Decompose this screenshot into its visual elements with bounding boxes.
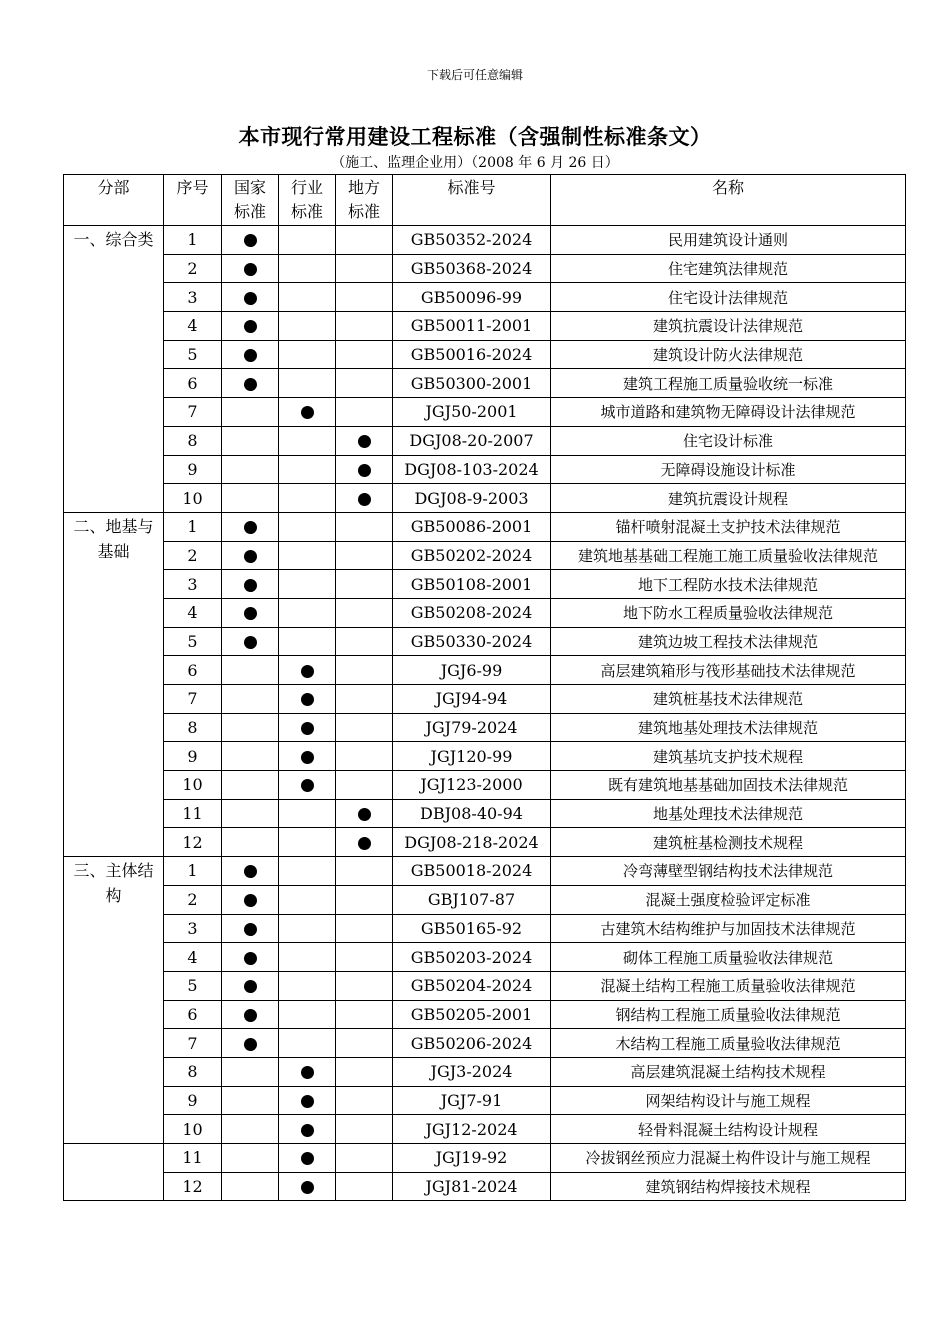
standard-name-cell: 轻骨料混凝土结构设计规程 <box>551 1115 906 1144</box>
industry-standard-cell <box>279 799 336 828</box>
table-row <box>64 484 906 513</box>
table-row <box>64 771 906 800</box>
standard-code-cell: JGJ19-92 <box>393 1144 551 1173</box>
standard-code-cell: JGJ120-99 <box>393 742 551 771</box>
national-standard-cell <box>222 570 279 599</box>
national-standard-cell <box>222 598 279 627</box>
table-row <box>64 656 906 685</box>
industry-standard-cell <box>279 914 336 943</box>
standard-code-cell: JGJ79-2024 <box>393 713 551 742</box>
seq-cell: 5 <box>164 340 222 369</box>
seq-cell: 2 <box>164 541 222 570</box>
local-standard-cell <box>336 885 393 914</box>
table-row <box>64 598 906 627</box>
filled-circle-icon <box>358 837 371 850</box>
industry-standard-cell <box>279 1144 336 1173</box>
table-row <box>64 312 906 341</box>
table-row <box>64 1172 906 1201</box>
standard-code-cell: GB50330-2024 <box>393 627 551 656</box>
standard-code-cell: JGJ81-2024 <box>393 1172 551 1201</box>
industry-standard-cell <box>279 541 336 570</box>
local-standard-cell <box>336 340 393 369</box>
filled-circle-icon <box>358 464 371 477</box>
filled-circle-icon <box>244 320 257 333</box>
standard-name-cell: 城市道路和建筑物无障碍设计法律规范 <box>551 398 906 427</box>
filled-circle-icon <box>301 1152 314 1165</box>
standard-name-cell: 建筑基坑支护技术规程 <box>551 742 906 771</box>
national-standard-cell <box>222 857 279 886</box>
industry-standard-cell <box>279 1086 336 1115</box>
category-cell: 一、综合类 <box>64 226 164 513</box>
standard-code-cell: DGJ08-218-2024 <box>393 828 551 857</box>
standard-name-cell: 建筑钢结构焊接技术规程 <box>551 1172 906 1201</box>
local-standard-cell <box>336 857 393 886</box>
standard-name-cell: 住宅建筑法律规范 <box>551 254 906 283</box>
national-standard-cell <box>222 512 279 541</box>
standard-name-cell: 混凝土结构工程施工质量验收法律规范 <box>551 971 906 1000</box>
industry-standard-cell <box>279 685 336 714</box>
col-header-name: 名称 <box>551 175 906 226</box>
industry-standard-cell <box>279 656 336 685</box>
page-header-note: 下载后可任意编辑 <box>426 68 523 82</box>
standard-code-cell: GB50096-99 <box>393 283 551 312</box>
seq-cell: 1 <box>164 226 222 255</box>
industry-standard-cell <box>279 512 336 541</box>
industry-standard-cell <box>279 455 336 484</box>
table-row <box>64 1086 906 1115</box>
standard-name-cell: 高层建筑混凝土结构技术规程 <box>551 1057 906 1086</box>
filled-circle-icon <box>301 665 314 678</box>
filled-circle-icon <box>244 894 257 907</box>
filled-circle-icon <box>244 234 257 247</box>
standard-code-cell: GB50016-2024 <box>393 340 551 369</box>
national-standard-cell <box>222 226 279 255</box>
industry-standard-cell <box>279 885 336 914</box>
local-standard-cell <box>336 1000 393 1029</box>
national-standard-cell <box>222 1000 279 1029</box>
local-standard-cell <box>336 484 393 513</box>
filled-circle-icon <box>301 722 314 735</box>
standard-code-cell: GB50208-2024 <box>393 598 551 627</box>
local-standard-cell <box>336 226 393 255</box>
table-row <box>64 254 906 283</box>
table-row <box>64 426 906 455</box>
seq-cell: 12 <box>164 828 222 857</box>
standard-name-cell: 既有建筑地基基础加固技术法律规范 <box>551 771 906 800</box>
standard-name-cell: 混凝土强度检验评定标准 <box>551 885 906 914</box>
seq-cell: 11 <box>164 799 222 828</box>
standard-code-cell: GB50205-2001 <box>393 1000 551 1029</box>
local-standard-cell <box>336 771 393 800</box>
standard-code-cell: GB50018-2024 <box>393 857 551 886</box>
standard-name-cell: 高层建筑箱形与筏形基础技术法律规范 <box>551 656 906 685</box>
standard-code-cell: GB50011-2001 <box>393 312 551 341</box>
national-standard-cell <box>222 484 279 513</box>
local-standard-cell <box>336 570 393 599</box>
filled-circle-icon <box>301 1095 314 1108</box>
national-standard-cell <box>222 254 279 283</box>
standard-code-cell: GB50108-2001 <box>393 570 551 599</box>
standard-code-cell: GBJ107-87 <box>393 885 551 914</box>
seq-cell: 4 <box>164 943 222 972</box>
table-row <box>64 799 906 828</box>
standard-code-cell: GB50352-2024 <box>393 226 551 255</box>
industry-standard-cell <box>279 1172 336 1201</box>
document-subtitle: （施工、监理企业用）（2008 年 6 月 26 日） <box>331 155 619 171</box>
national-standard-cell <box>222 455 279 484</box>
table-row <box>64 1057 906 1086</box>
seq-cell: 11 <box>164 1144 222 1173</box>
local-standard-cell <box>336 312 393 341</box>
industry-standard-cell <box>279 713 336 742</box>
local-standard-cell <box>336 512 393 541</box>
local-standard-cell <box>336 283 393 312</box>
seq-cell: 9 <box>164 742 222 771</box>
standard-name-cell: 地基处理技术法律规范 <box>551 799 906 828</box>
table-row <box>64 398 906 427</box>
local-standard-cell <box>336 455 393 484</box>
col-header-national: 国家 标准 <box>222 175 279 226</box>
table-row <box>64 914 906 943</box>
seq-cell: 5 <box>164 627 222 656</box>
local-standard-cell <box>336 828 393 857</box>
category-cell <box>64 1144 164 1201</box>
table-row <box>64 713 906 742</box>
seq-cell: 7 <box>164 685 222 714</box>
standard-code-cell: DGJ08-103-2024 <box>393 455 551 484</box>
national-standard-cell <box>222 541 279 570</box>
local-standard-cell <box>336 627 393 656</box>
document-title: 本市现行常用建设工程标准（含强制性标准条文） <box>238 124 712 149</box>
filled-circle-icon <box>301 1124 314 1137</box>
table-row <box>64 885 906 914</box>
standard-code-cell: DBJ08-40-94 <box>393 799 551 828</box>
seq-cell: 2 <box>164 254 222 283</box>
standard-name-cell: 木结构工程施工质量验收法律规范 <box>551 1029 906 1058</box>
local-standard-cell <box>336 369 393 398</box>
filled-circle-icon <box>244 263 257 276</box>
national-standard-cell <box>222 312 279 341</box>
seq-cell: 4 <box>164 312 222 341</box>
col-header-code: 标准号 <box>393 175 551 226</box>
national-standard-cell <box>222 914 279 943</box>
local-standard-cell <box>336 1029 393 1058</box>
national-standard-cell <box>222 943 279 972</box>
seq-cell: 1 <box>164 512 222 541</box>
local-standard-cell <box>336 1172 393 1201</box>
filled-circle-icon <box>301 1066 314 1079</box>
local-standard-cell <box>336 914 393 943</box>
national-standard-cell <box>222 799 279 828</box>
standard-code-cell: GB50300-2001 <box>393 369 551 398</box>
col-header-local: 地方 标准 <box>336 175 393 226</box>
national-standard-cell <box>222 1029 279 1058</box>
standard-code-cell: JGJ7-91 <box>393 1086 551 1115</box>
standard-name-cell: 冷弯薄壁型钢结构技术法律规范 <box>551 857 906 886</box>
table-row <box>64 943 906 972</box>
standard-name-cell: 建筑设计防火法律规范 <box>551 340 906 369</box>
filled-circle-icon <box>244 521 257 534</box>
local-standard-cell <box>336 1086 393 1115</box>
local-standard-cell <box>336 713 393 742</box>
national-standard-cell <box>222 1115 279 1144</box>
filled-circle-icon <box>244 1009 257 1022</box>
filled-circle-icon <box>301 406 314 419</box>
industry-standard-cell <box>279 254 336 283</box>
filled-circle-icon <box>244 378 257 391</box>
seq-cell: 8 <box>164 713 222 742</box>
industry-standard-cell <box>279 340 336 369</box>
seq-cell: 7 <box>164 1029 222 1058</box>
seq-cell: 8 <box>164 426 222 455</box>
filled-circle-icon <box>244 292 257 305</box>
standard-code-cell: DGJ08-20-2007 <box>393 426 551 455</box>
table-row <box>64 283 906 312</box>
standard-code-cell: JGJ94-94 <box>393 685 551 714</box>
col-header-seq: 序号 <box>164 175 222 226</box>
seq-cell: 8 <box>164 1057 222 1086</box>
national-standard-cell <box>222 369 279 398</box>
table-row <box>64 742 906 771</box>
table-row <box>64 226 906 255</box>
seq-cell: 3 <box>164 570 222 599</box>
filled-circle-icon <box>244 579 257 592</box>
table-header-row <box>64 175 906 226</box>
industry-standard-cell <box>279 1057 336 1086</box>
seq-cell: 4 <box>164 598 222 627</box>
national-standard-cell <box>222 1144 279 1173</box>
category-cell: 三、主体结构 <box>64 857 164 1144</box>
standard-code-cell: JGJ50-2001 <box>393 398 551 427</box>
table-row <box>64 857 906 886</box>
local-standard-cell <box>336 1144 393 1173</box>
table-row <box>64 1115 906 1144</box>
seq-cell: 10 <box>164 484 222 513</box>
table-row <box>64 685 906 714</box>
local-standard-cell <box>336 254 393 283</box>
table-row <box>64 1029 906 1058</box>
industry-standard-cell <box>279 742 336 771</box>
standard-code-cell: JGJ12-2024 <box>393 1115 551 1144</box>
standard-code-cell: JGJ3-2024 <box>393 1057 551 1086</box>
local-standard-cell <box>336 971 393 1000</box>
filled-circle-icon <box>244 1038 257 1051</box>
col-header-industry: 行业 标准 <box>279 175 336 226</box>
filled-circle-icon <box>244 952 257 965</box>
industry-standard-cell <box>279 857 336 886</box>
local-standard-cell <box>336 541 393 570</box>
table-row <box>64 512 906 541</box>
industry-standard-cell <box>279 570 336 599</box>
national-standard-cell <box>222 340 279 369</box>
standard-code-cell: JGJ123-2000 <box>393 771 551 800</box>
table-row <box>64 455 906 484</box>
industry-standard-cell <box>279 398 336 427</box>
national-standard-cell <box>222 283 279 312</box>
industry-standard-cell <box>279 943 336 972</box>
standards-table <box>63 174 906 1201</box>
filled-circle-icon <box>244 607 257 620</box>
standard-name-cell: 建筑地基处理技术法律规范 <box>551 713 906 742</box>
local-standard-cell <box>336 1115 393 1144</box>
standard-code-cell: GB50206-2024 <box>393 1029 551 1058</box>
filled-circle-icon <box>358 808 371 821</box>
table-row <box>64 971 906 1000</box>
filled-circle-icon <box>244 980 257 993</box>
local-standard-cell <box>336 685 393 714</box>
seq-cell: 1 <box>164 857 222 886</box>
seq-cell: 9 <box>164 1086 222 1115</box>
filled-circle-icon <box>244 865 257 878</box>
filled-circle-icon <box>244 923 257 936</box>
seq-cell: 12 <box>164 1172 222 1201</box>
seq-cell: 10 <box>164 771 222 800</box>
local-standard-cell <box>336 1057 393 1086</box>
seq-cell: 6 <box>164 369 222 398</box>
national-standard-cell <box>222 656 279 685</box>
seq-cell: 3 <box>164 283 222 312</box>
standard-name-cell: 住宅设计法律规范 <box>551 283 906 312</box>
industry-standard-cell <box>279 226 336 255</box>
standard-name-cell: 建筑桩基技术法律规范 <box>551 685 906 714</box>
national-standard-cell <box>222 713 279 742</box>
filled-circle-icon <box>301 1181 314 1194</box>
standard-code-cell: GB50203-2024 <box>393 943 551 972</box>
col-header-category: 分部 <box>64 175 164 226</box>
standard-name-cell: 冷拔钢丝预应力混凝土构件设计与施工规程 <box>551 1144 906 1173</box>
standard-name-cell: 建筑边坡工程技术法律规范 <box>551 627 906 656</box>
standard-code-cell: GB50086-2001 <box>393 512 551 541</box>
industry-standard-cell <box>279 598 336 627</box>
standard-code-cell: GB50204-2024 <box>393 971 551 1000</box>
national-standard-cell <box>222 771 279 800</box>
industry-standard-cell <box>279 1029 336 1058</box>
table-row <box>64 541 906 570</box>
local-standard-cell <box>336 398 393 427</box>
national-standard-cell <box>222 971 279 1000</box>
national-standard-cell <box>222 627 279 656</box>
table-row <box>64 1000 906 1029</box>
seq-cell: 10 <box>164 1115 222 1144</box>
industry-standard-cell <box>279 484 336 513</box>
filled-circle-icon <box>244 636 257 649</box>
table-row <box>64 828 906 857</box>
industry-standard-cell <box>279 369 336 398</box>
standard-name-cell: 建筑地基基础工程施工施工质量验收法律规范 <box>551 541 906 570</box>
local-standard-cell <box>336 799 393 828</box>
filled-circle-icon <box>244 349 257 362</box>
filled-circle-icon <box>301 751 314 764</box>
national-standard-cell <box>222 1172 279 1201</box>
standard-name-cell: 古建筑木结构维护与加固技术法律规范 <box>551 914 906 943</box>
industry-standard-cell <box>279 1115 336 1144</box>
national-standard-cell <box>222 1057 279 1086</box>
filled-circle-icon <box>244 550 257 563</box>
table-row <box>64 369 906 398</box>
industry-standard-cell <box>279 426 336 455</box>
seq-cell: 6 <box>164 656 222 685</box>
national-standard-cell <box>222 426 279 455</box>
table-row <box>64 1144 906 1173</box>
filled-circle-icon <box>301 693 314 706</box>
standard-name-cell: 建筑抗震设计规程 <box>551 484 906 513</box>
local-standard-cell <box>336 742 393 771</box>
standard-name-cell: 地下防水工程质量验收法律规范 <box>551 598 906 627</box>
standard-name-cell: 钢结构工程施工质量验收法律规范 <box>551 1000 906 1029</box>
standard-name-cell: 建筑桩基检测技术规程 <box>551 828 906 857</box>
local-standard-cell <box>336 598 393 627</box>
local-standard-cell <box>336 656 393 685</box>
standard-name-cell: 建筑抗震设计法律规范 <box>551 312 906 341</box>
seq-cell: 9 <box>164 455 222 484</box>
standard-name-cell: 住宅设计标准 <box>551 426 906 455</box>
industry-standard-cell <box>279 312 336 341</box>
seq-cell: 5 <box>164 971 222 1000</box>
national-standard-cell <box>222 1086 279 1115</box>
standard-name-cell: 建筑工程施工质量验收统一标准 <box>551 369 906 398</box>
seq-cell: 2 <box>164 885 222 914</box>
industry-standard-cell <box>279 283 336 312</box>
standard-code-cell: DGJ08-9-2003 <box>393 484 551 513</box>
industry-standard-cell <box>279 828 336 857</box>
national-standard-cell <box>222 685 279 714</box>
local-standard-cell <box>336 426 393 455</box>
table-row <box>64 340 906 369</box>
seq-cell: 3 <box>164 914 222 943</box>
national-standard-cell <box>222 742 279 771</box>
table-body <box>64 226 906 1201</box>
filled-circle-icon <box>301 779 314 792</box>
national-standard-cell <box>222 885 279 914</box>
seq-cell: 6 <box>164 1000 222 1029</box>
local-standard-cell <box>336 943 393 972</box>
standard-code-cell: GB50368-2024 <box>393 254 551 283</box>
standard-code-cell: GB50165-92 <box>393 914 551 943</box>
standard-name-cell: 锚杆喷射混凝土支护技术法律规范 <box>551 512 906 541</box>
filled-circle-icon <box>358 493 371 506</box>
industry-standard-cell <box>279 627 336 656</box>
standard-code-cell: GB50202-2024 <box>393 541 551 570</box>
table-row <box>64 570 906 599</box>
national-standard-cell <box>222 398 279 427</box>
standard-name-cell: 民用建筑设计通则 <box>551 226 906 255</box>
industry-standard-cell <box>279 771 336 800</box>
standard-code-cell: JGJ6-99 <box>393 656 551 685</box>
table-row <box>64 627 906 656</box>
standard-name-cell: 网架结构设计与施工规程 <box>551 1086 906 1115</box>
industry-standard-cell <box>279 1000 336 1029</box>
standard-name-cell: 砌体工程施工质量验收法律规范 <box>551 943 906 972</box>
industry-standard-cell <box>279 971 336 1000</box>
standard-name-cell: 地下工程防水技术法律规范 <box>551 570 906 599</box>
filled-circle-icon <box>358 435 371 448</box>
seq-cell: 7 <box>164 398 222 427</box>
category-cell: 二、地基与基础 <box>64 512 164 856</box>
standard-name-cell: 无障碍设施设计标准 <box>551 455 906 484</box>
national-standard-cell <box>222 828 279 857</box>
